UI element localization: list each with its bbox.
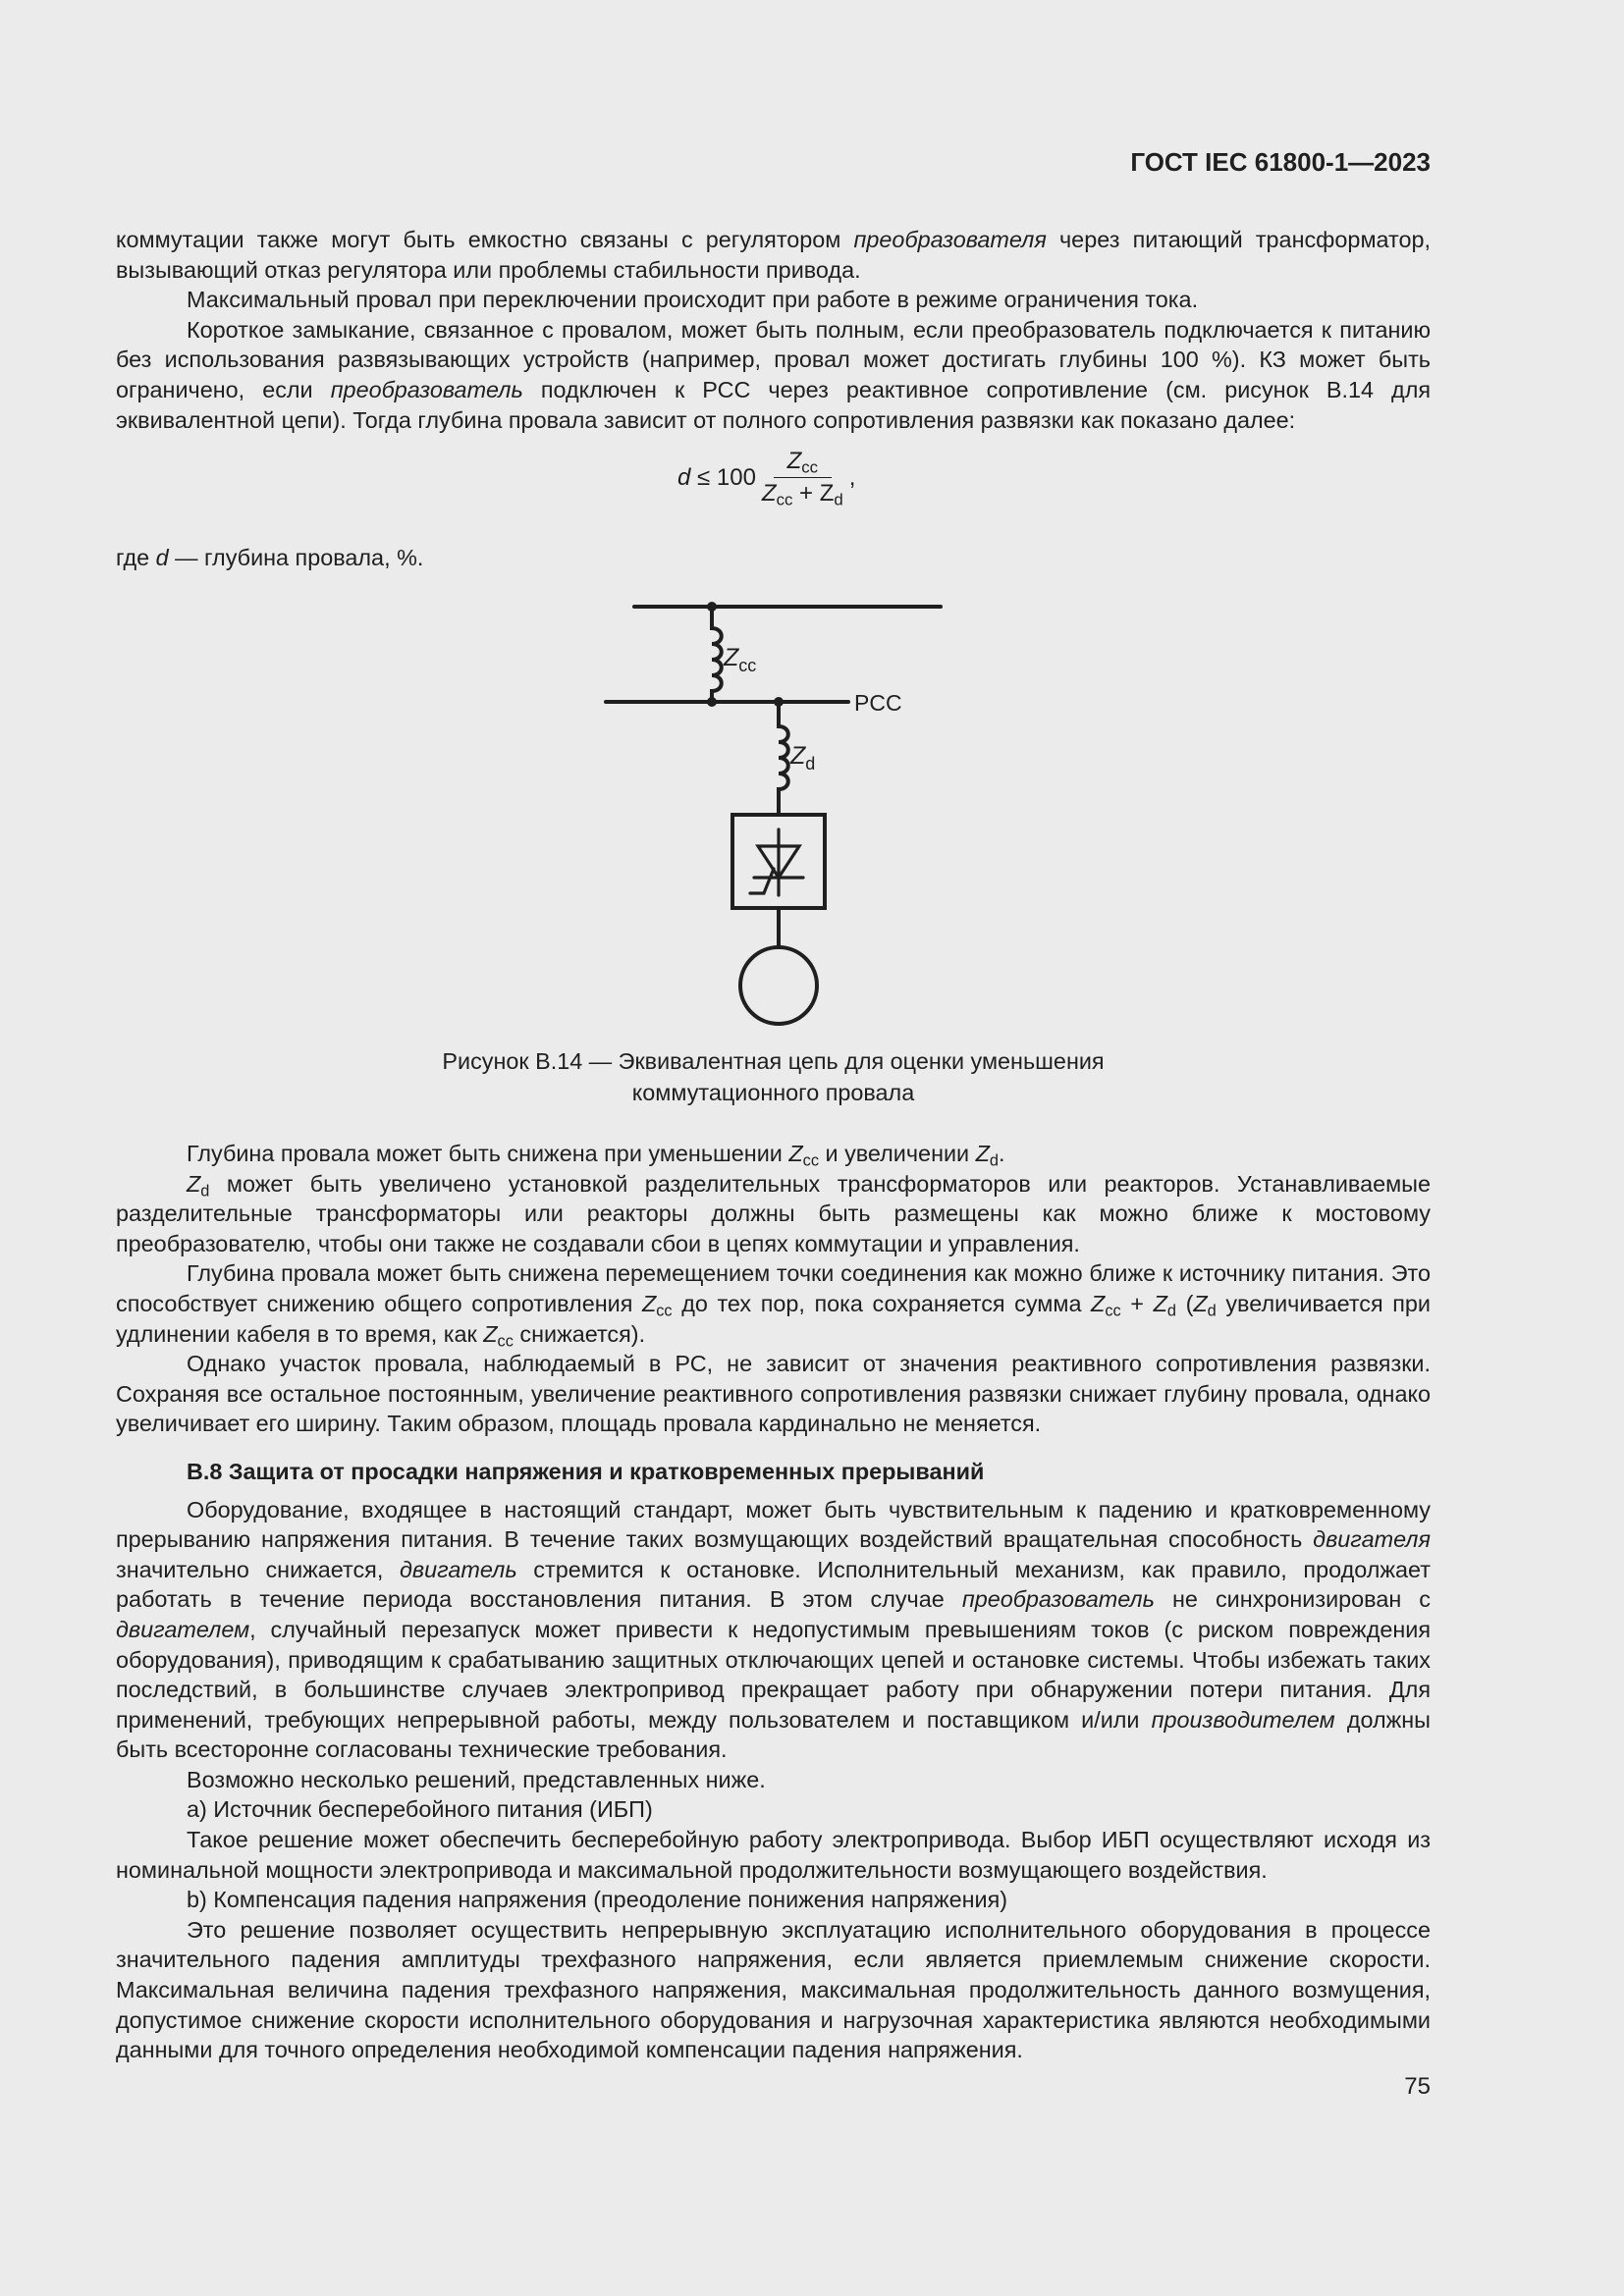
junction-node (707, 602, 717, 612)
paragraph-equipment-sensitivity: Оборудование, входящее в настоящий стандарт, может быть чувствительным к падению и кратковременному прерыванию напряжения питания. В течение таких возмущающих воздействий вращательная способность двигателя значительно снижается, двигатель стремится к остановке. Исполнительный механизм, как правило, продолжает работать в течение периода восстановления питания. В этом случае преобразователь не синхронизирован с двигателем, случайный перезапуск может привести к недопустимым превышениям токов (с риском повреждения оборудования), приводящим к срабатыванию защитных отключающих цепей и остановке системы. Чтобы избежать таких последствий, в большинстве случаев электропривод прекращает работу при обнаружении потери питания. Для применений, требующих непрерывной работы, между пользователем и поставщиком и/или производителем должны быть всесторонне согласованы технические требования. (116, 1496, 1432, 1763)
dip-depth-formula: d ≤ 100 $\frac{Z_{cc}}{Z_{cc} + Z_d}$ , (677, 448, 856, 509)
zd-label: $Z_d$ (790, 742, 816, 774)
list-item-ups: a) Источник бесперебойного питания (ИБП) (187, 1796, 653, 1823)
paragraph-ups: Такое решение может обеспечить бесперебойную работу электропривода. Выбор ИБП осуществляют исходя из номинальной мощности электропривода и максимальной продолжительности возмущающего воздействия. (116, 1827, 1431, 1883)
thyristor-symbol (750, 829, 803, 895)
document-header: ГОСТ IEC 61800-1—2023 (1130, 147, 1431, 177)
page-number: 75 (1404, 2073, 1431, 2100)
paragraph-short-circuit: Короткое замыкание, связанное с провалом, может быть полным, если преобразователь подключается к питанию без использования развязывающих устройств (например, провал может достигать глубины 100 %). КЗ может быть ограничено, если преобразователь подключен к РСС через реактивное сопротивление (см. рисунок В.14 для эквивалентной цепи). Тогда глубина провала зависит от полного сопротивления развязки как показано далее: (116, 316, 1432, 433)
section-heading: В.8 Защита от просадки напряжения и кратковременных прерываний (187, 1458, 985, 1484)
paragraph-ride-through: Это решение позволяет осуществить непрерывную эксплуатацию исполнительного оборудования в процессе значительного падения амплитуды трехфазного напряжения, если является приемлемым снижение скорости. Максимальная величина падения трехфазного напряжения, максимальная продолжительность данного возмущения, допустимое снижение скорости исполнительного оборудования и нагрузочная характеристика являются необходимыми данными для точного определения необходимой компенсации падения напряжения. (116, 1916, 1431, 2063)
paragraph-solutions-intro: Возможно несколько решений, представленных ниже. (187, 1766, 766, 1792)
figure-caption: Рисунок В.14 — Эквивалентная цепь для оценки уменьшения коммутационного провала (442, 1048, 1105, 1105)
equivalent-circuit-figure (0, 0, 1624, 1041)
motor-circle (740, 947, 817, 1024)
formula-fraction: $\frac{Z_{cc}}{Z_{cc} + Z_d}$ (761, 448, 843, 509)
paragraph-connection-point: Глубина провала может быть снижена перемещением точки соединения как можно ближе к источнику питания. Это способствует снижению общего сопротивления $Z_{cc}$ до тех пор, пока сохраняется сумма $Z_{cc} + Z_d$ ($Z_d$ увеличивается при удлинении кабеля в то время, как $Z_{cc}$ снижается). (116, 1260, 1431, 1351)
pcc-label: PCC (854, 690, 902, 716)
zcc-label: $Z_{cc}$ (724, 644, 757, 675)
junction-node (774, 697, 784, 707)
paragraph-max-dip: Максимальный провал при переключении происходит при работе в режиме ограничения тока. (187, 287, 1199, 313)
paragraph-reduce-dip: Глубина провала может быть снижена при уменьшении $Z_{cc}$ и увеличении $Z_d$. (187, 1141, 1005, 1170)
text-block-bottom (116, 1139, 1431, 2065)
paragraph-continuation: коммутации также могут быть емкостно связаны с регулятором преобразователя через питающий трансформатор, вызывающий отказ регулятора или проблемы стабильности привода. (116, 227, 1431, 283)
zd-inductor (779, 702, 788, 815)
formula-legend: где d — глубина провала, %. (116, 545, 424, 570)
zcc-inductor (712, 607, 722, 702)
paragraph-dip-area: Однако участок провала, наблюдаемый в РС, не зависит от значения реактивного сопротивления развязки. Сохраняя все остальное постоянным, увеличение реактивного сопротивления развязки снижает глубину провала, однако увеличивает его ширину. Таким образом, площадь провала кардинально не меняется. (116, 1351, 1431, 1437)
junction-node (707, 697, 717, 707)
list-item-ride-through: b) Компенсация падения напряжения (преодоление понижения напряжения) (187, 1887, 1008, 1913)
paragraph-zd-increase: $Z_d$ может быть увеличено установкой разделительных трансформаторов или реакторов. Устанавливаемые разделительные трансформаторы или реакторы должны быть размещены как можно ближе к мостовому преобразователю, чтобы они также не создавали сбои в цепях коммутации и управления. (116, 1170, 1431, 1256)
